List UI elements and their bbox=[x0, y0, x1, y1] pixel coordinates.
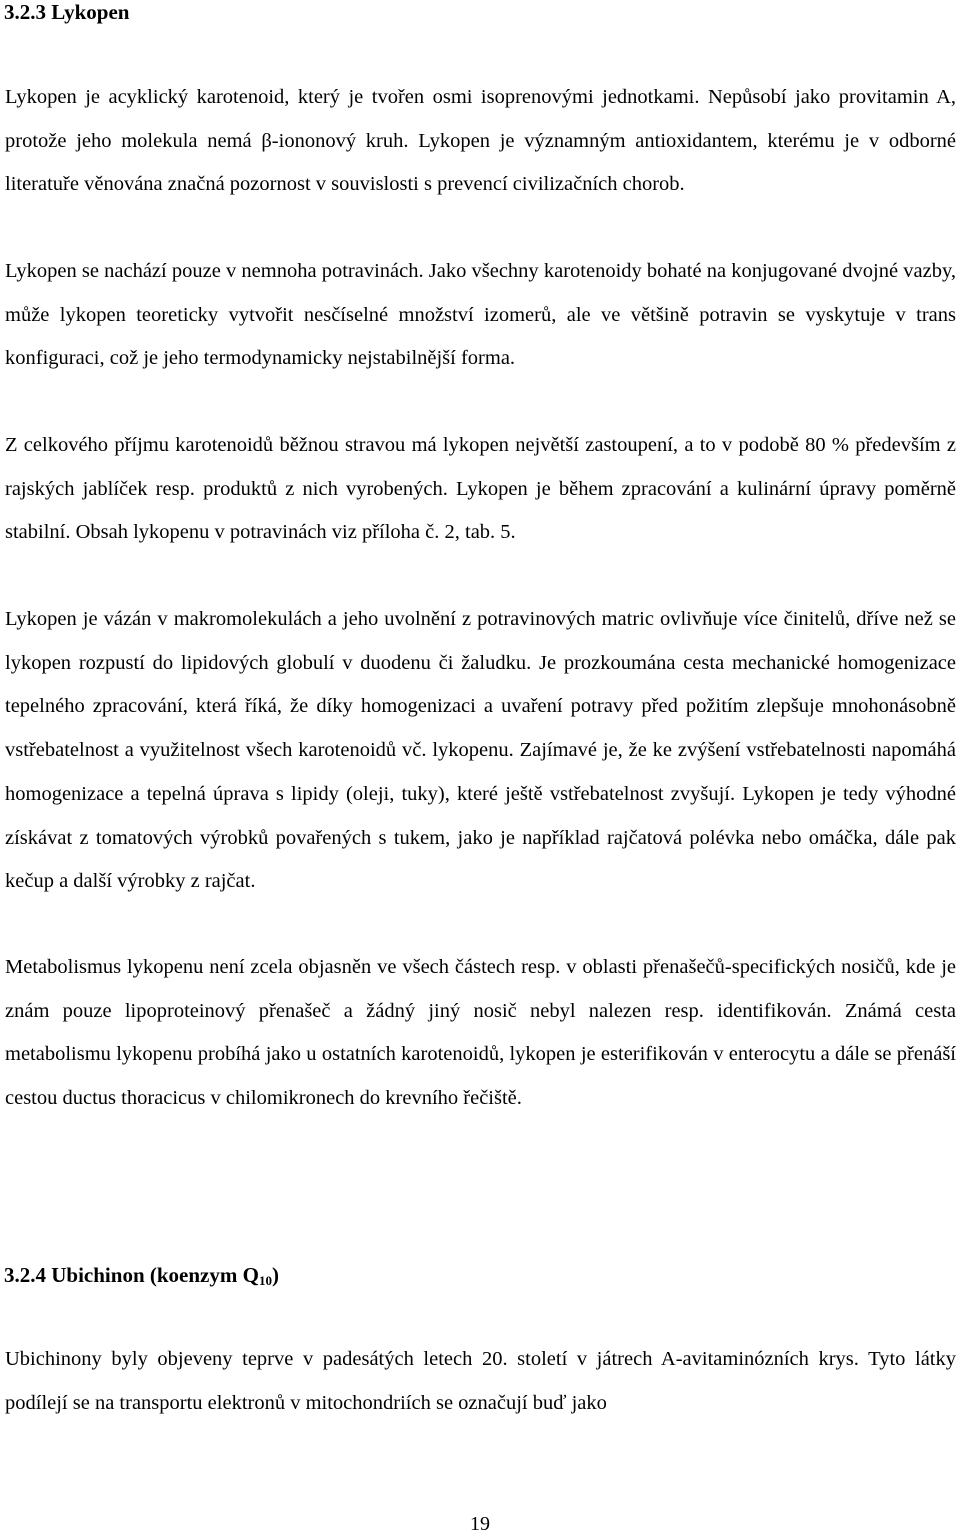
paragraph-lykopen-intro: Lykopen je acyklický karotenoid, který je tvořen osmi isoprenovými jednotkami. Nepůsobí jako provitamin A, protože jeho molekula nemá β-iononový kruh. Lykopen je významným antioxidantem, kterému je v odborné literatuře věnována značná pozornost v souvislosti s prevencí civilizačních chorob. bbox=[5, 86, 956, 196]
section-heading-lykopen: 3.2.3 Lykopen bbox=[4, 0, 130, 24]
paragraph-lykopen-metabolism: Metabolismus lykopenu není zcela objasněn ve všech částech resp. v oblasti přenašečů-specifických nosičů, kde je znám pouze lipoproteinový přenašeč a žádný jiný nosič nebyl nalezen resp. identifikován. Známá cesta metabolismu lykopenu probíhá jako u ostatních karotenoidů, lykopen je esterifikován v enterocytu a dále se přenáší cestou ductus thoracicus v chilomikronech do krevního řečiště. bbox=[5, 956, 956, 1110]
paragraph-lykopen-occurrence: Lykopen se nachází pouze v nemnoha potravinách. Jako všechny karotenoidy bohaté na konjugované dvojné vazby, může lykopen teoreticky vytvořit nesčíselné množství izomerů, ale ve většině potravin se vyskytuje v trans konfiguraci, což je jeho termodynamicky nejstabilnější forma. bbox=[5, 260, 956, 370]
heading-text: 3.2.4 Ubichinon (koenzym Q bbox=[4, 1263, 259, 1287]
heading-subscript: 10 bbox=[258, 1273, 272, 1288]
paragraph-lykopen-absorption: Lykopen je vázán v makromolekulách a jeho uvolnění z potravinových matric ovlivňuje více činitelů, dříve než se lykopen rozpustí do lipidových globulí v duodenu či žaludku. Je prozkoumána cesta mechanické homogenizace tepelného zpracování, která říká, že díky homogenizaci a uvaření potravy před požitím zlepšuje mnohonásobně vstřebatelnost a využitelnost všech karotenoidů vč. lykopenu. Zajímavé je, že ke zvýšení vstřebatelnosti napomáhá homogenizace a tepelná úprava s lipidy (oleji, tuky), které ještě vstřebatelnost zvyšují. Lykopen je tedy výhodné získávat z tomatových výrobků povařených s tukem, jako je například rajčatová polévka nebo omáčka, dále pak kečup a další výrobky z rajčat. bbox=[5, 608, 956, 893]
heading-suffix: ) bbox=[271, 1263, 279, 1287]
paragraph-ubichinon-intro: Ubichinony byly objeveny teprve v padesátých letech 20. století v játrech A-avitaminózních krys. Tyto látky podílejí se na transportu elektronů v mitochondriích se označují buď jako bbox=[5, 1348, 956, 1414]
section-heading-ubichinon bbox=[4, 1263, 279, 1287]
page-number: 19 bbox=[470, 1513, 490, 1535]
paragraph-lykopen-intake: Z celkového příjmu karotenoidů běžnou stravou má lykopen největší zastoupení, a to v podobě 80 % především z rajských jablíček resp. produktů z nich vyrobených. Lykopen je během zpracování a kulinární úpravy poměrně stabilní. Obsah lykopenu v potravinách viz příloha č. 2, tab. 5. bbox=[5, 434, 956, 544]
